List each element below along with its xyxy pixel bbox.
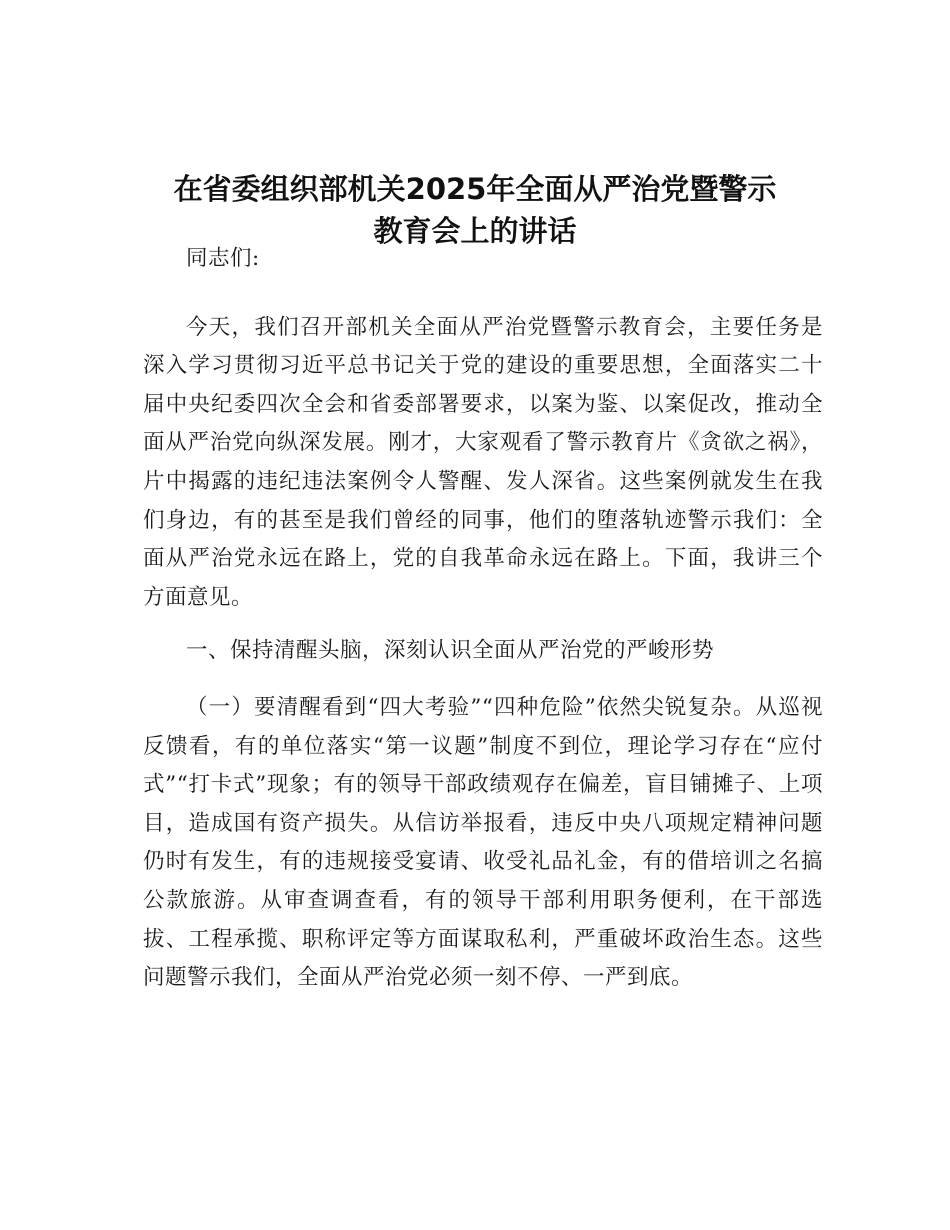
section-1-paragraph-1: （一）要清醒看到“四大考验”“四种危险”依然尖锐复杂。从巡视反馈看，有的单位落实“第一议题”制度不到位，理论学习存在“应付式”“打卡式”现象；有的领导干部政绩观存在偏差，盲目铺摊子、上项目，造成国有资产损失。从信访举报看，违反中央八项规定精神问题仍时有发生，有的违规接受宴请、收受礼品礼金，有的借培训之名搞公款旅游。从审查调查看，有的领导干部利用职务便利，在干部选拔、工程承揽、职称评定等方面谋取私利，严重破坏政治生态。这些问题警示我们，全面从严治党必须一刻不停、一严到底。: [143, 694, 823, 991]
salutation: 同志们:: [186, 246, 260, 271]
title-line-1: 在省委组织部机关2025年全面从严治党暨警示: [173, 172, 777, 206]
document-body: [143, 240, 823, 1013]
title-line-2: 教育会上的讲话: [373, 214, 577, 248]
intro-paragraph: 今天，我们召开部机关全面从严治党暨警示教育会，主要任务是深入学习贯彻习近平总书记关于党的建设的重要思想，全面落实二十届中央纪委四次全会和省委部署要求，以案为鉴、以案促改，推动全面从严治党向纵深发展。刚才，大家观看了警示教育片《贪欲之祸》，片中揭露的违纪违法案例令人警醒、发人深省。这些案例就发生在我们身边，有的甚至是我们曾经的同事，他们的堕落轨迹警示我们：全面从严治党永远在路上，党的自我革命永远在路上。下面，我讲三个方面意见。: [143, 314, 823, 610]
section-heading-1: 一、保持清醒头脑，深刻认识全面从严治党的严峻形势: [186, 638, 715, 664]
